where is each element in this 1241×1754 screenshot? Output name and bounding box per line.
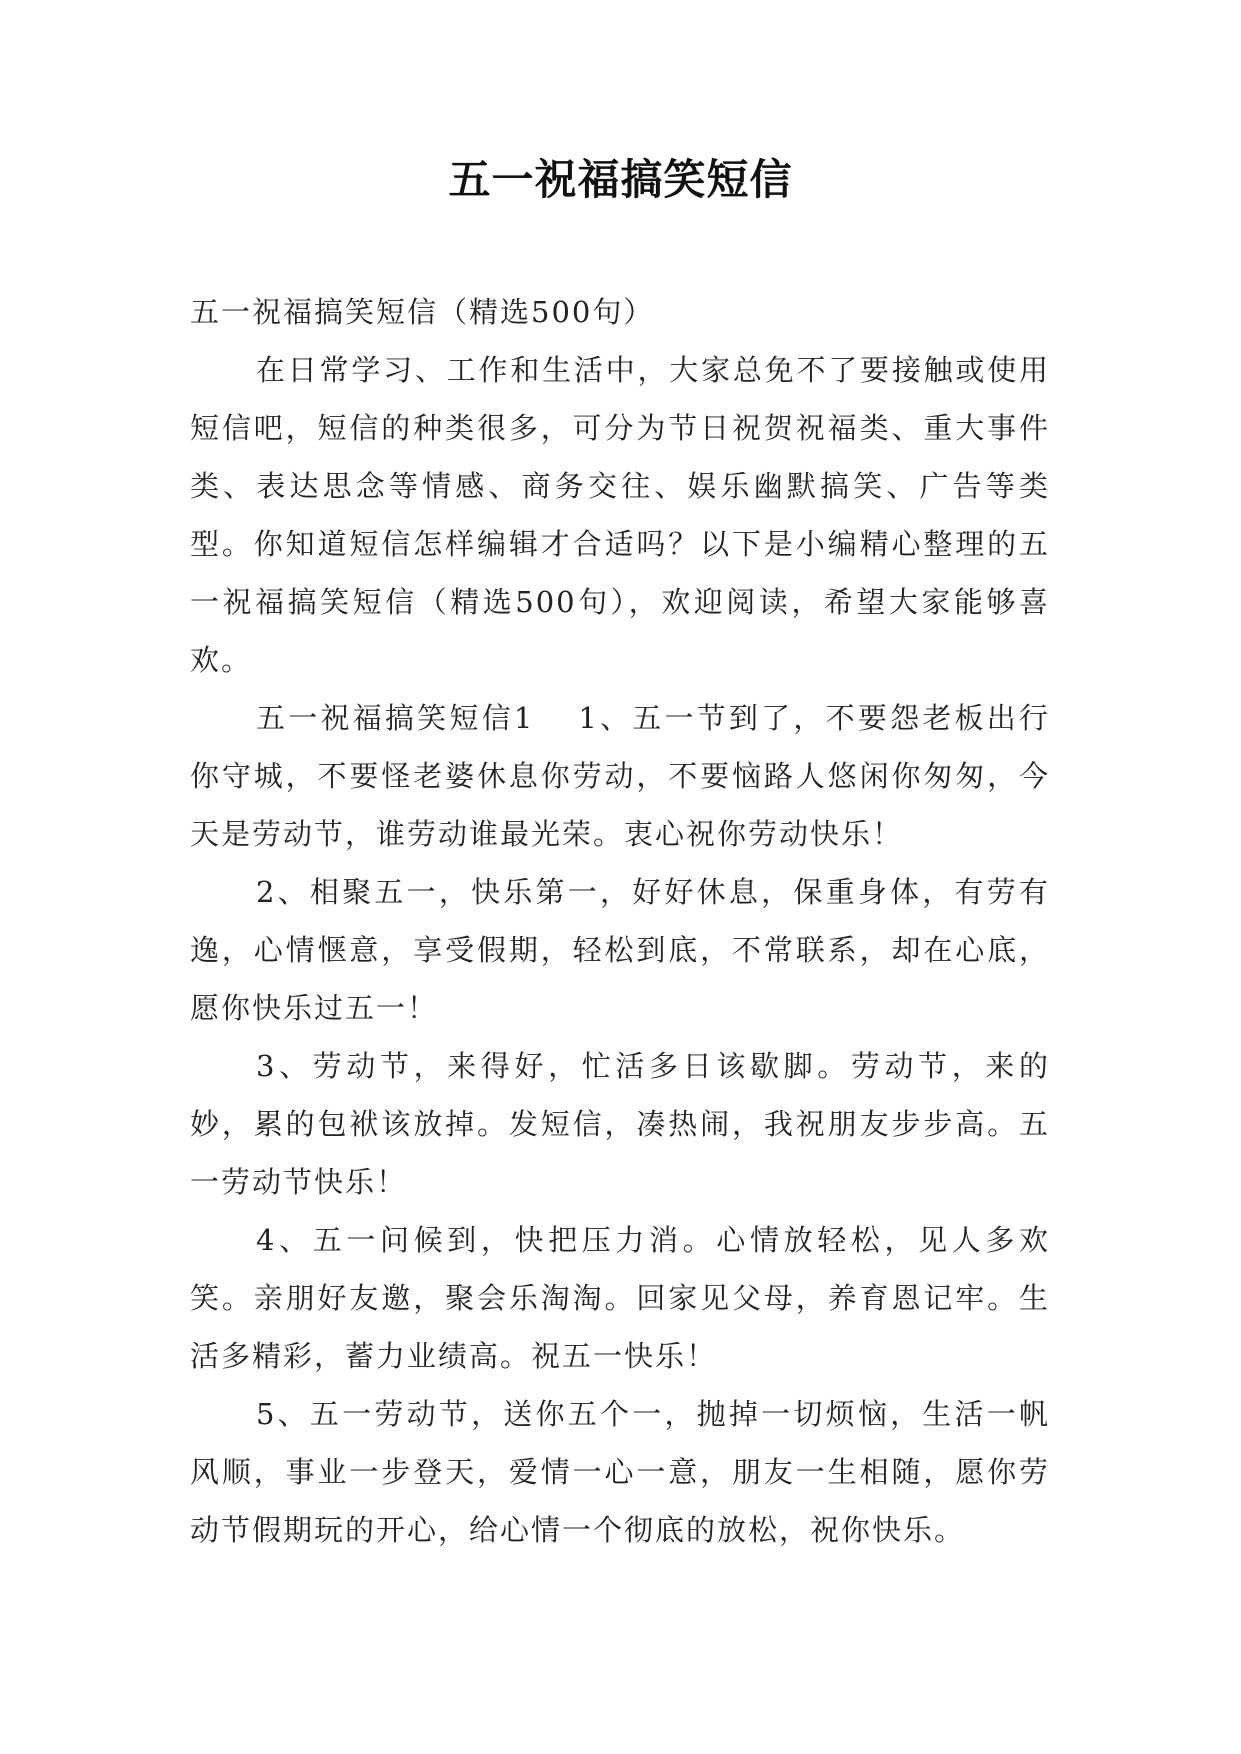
- section-heading: 五一祝福搞笑短信1: [256, 701, 535, 735]
- intro-paragraph: 在日常学习、工作和生活中，大家总免不了要接触或使用短信吧，短信的种类很多，可分为节日祝贺祝福类、重大事件类、表达思念等情感、商务交往、娱乐幽默搞笑、广告等类型。你知道短信怎样编辑才合适吗？以下是小编精心整理的五一祝福搞笑短信（精选500句），欢迎阅读，希望大家能够喜欢。: [190, 353, 1050, 677]
- message-1: 1、五一节到了，不要怨老板出行你守城，不要怪老婆休息你劳动，不要恼路人悠闲你匆匆，今天是劳动节，谁劳动谁最光荣。衷心祝你劳动快乐！: [190, 701, 1051, 851]
- document-body: [190, 283, 1050, 1559]
- message-5: 5、五一劳动节，送你五个一，抛掉一切烦恼，生活一帆风顺，事业一步登天，爱情一心一意，朋友一生相随，愿你劳动节假期玩的开心，给心情一个彻底的放松，祝你快乐。: [190, 1397, 1050, 1547]
- document-title: 五一祝福搞笑短信: [448, 155, 793, 204]
- section-paragraph: [190, 689, 1050, 863]
- message-4: 4、五一问候到，快把压力消。心情放轻松，见人多欢笑。亲朋好友邀，聚会乐淘淘。回家见父母，养育恩记牢。生活多精彩，蓄力业绩高。祝五一快乐！: [190, 1223, 1050, 1373]
- message-3: 3、劳动节，来得好，忙活多日该歇脚。劳动节，来的妙，累的包袱该放掉。发短信，凑热闹，我祝朋友步步高。五一劳动节快乐！: [190, 1049, 1050, 1199]
- document-subtitle: 五一祝福搞笑短信（精选500句）: [190, 295, 655, 329]
- message-2: 2、相聚五一，快乐第一，好好休息，保重身体，有劳有逸，心情惬意，享受假期，轻松到底，不常联系，却在心底，愿你快乐过五一！: [190, 875, 1050, 1025]
